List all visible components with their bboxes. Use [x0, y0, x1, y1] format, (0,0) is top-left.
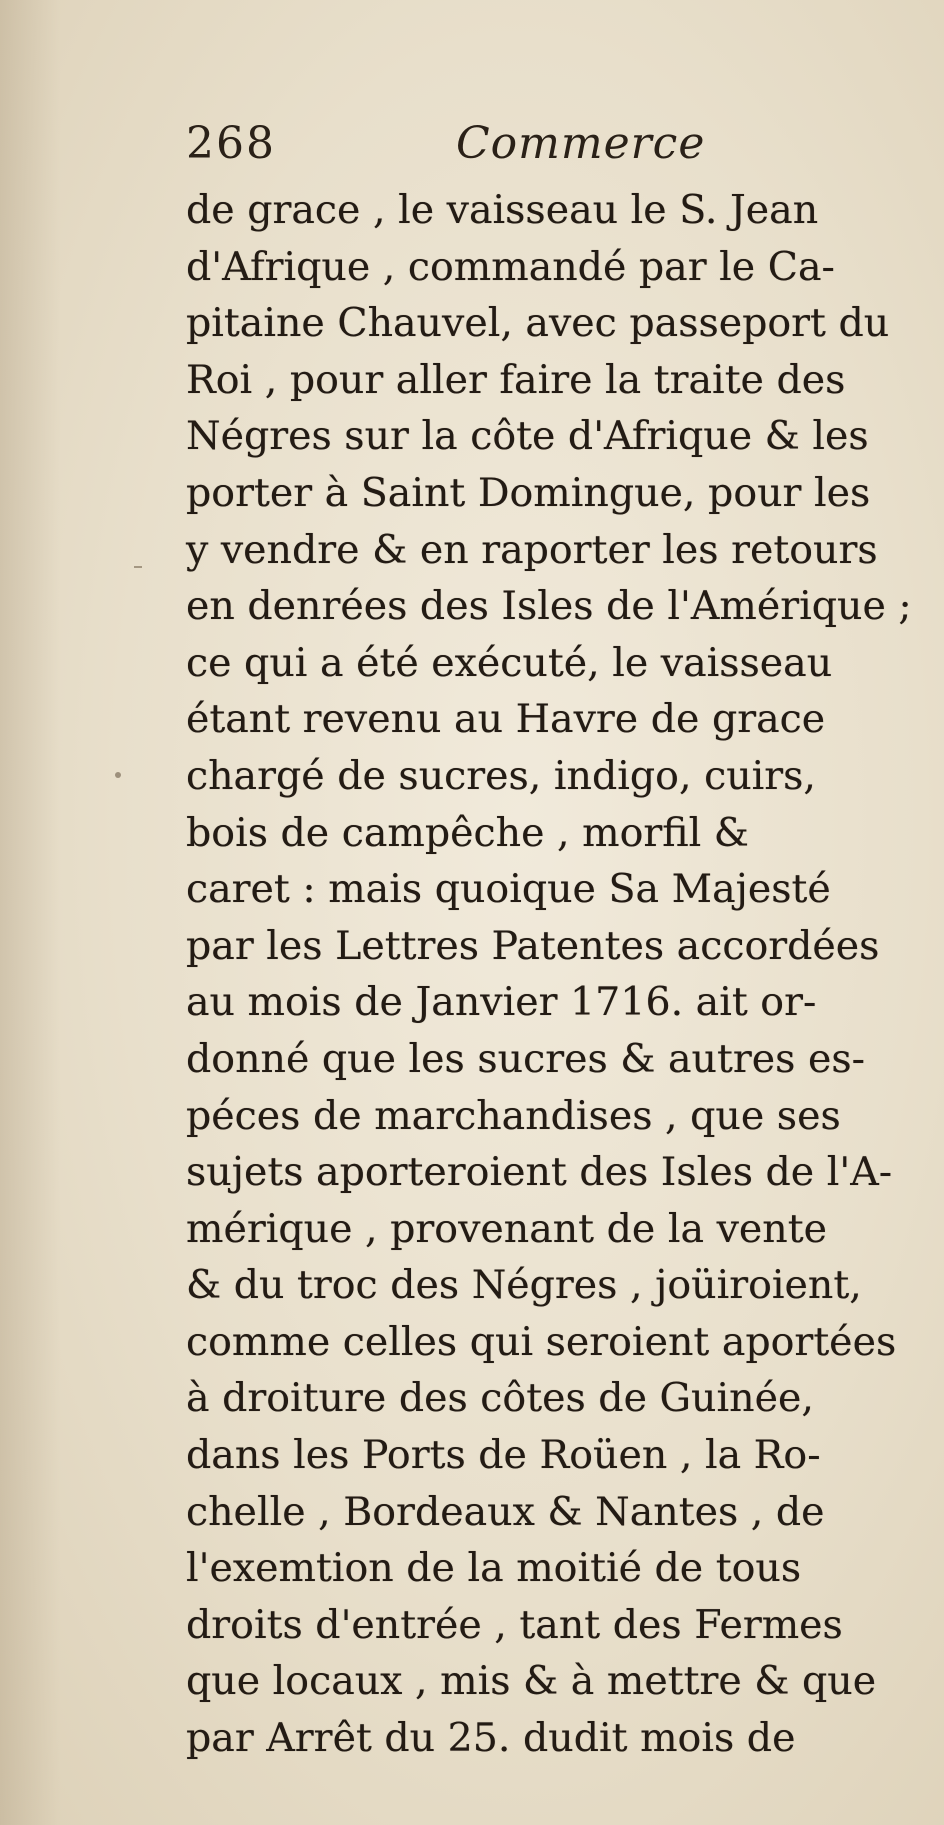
text-line: au mois de Janvier 1716. ait or-: [186, 979, 817, 1026]
text-line: y vendre & en raporter les retours: [186, 526, 878, 573]
text-line: caret : mais quoique Sa Majesté: [186, 866, 831, 913]
page-gutter-shadow: [0, 0, 60, 1825]
text-line: en denrées des Isles de l'Amérique ;: [186, 583, 912, 630]
running-head: [186, 118, 826, 178]
text-line: chargé de sucres, indigo, cuirs,: [186, 752, 816, 799]
text-line: que locaux , mis & à mettre & que: [186, 1658, 877, 1705]
text-line: étant revenu au Havre de grace: [186, 696, 826, 743]
text-line: par les Lettres Patentes accordées: [186, 922, 880, 969]
text-line: Roi , pour aller faire la traite des: [186, 356, 846, 403]
text-line: & du troc des Négres , joüiroient,: [186, 1262, 862, 1309]
text-line: bois de campêche , morfil &: [186, 809, 749, 856]
text-line: chelle , Bordeaux & Nantes , de: [186, 1488, 825, 1535]
text-line: droits d'entrée , tant des Fermes: [186, 1601, 843, 1648]
text-line: à droiture des côtes de Guinée,: [186, 1375, 814, 1422]
text-line: ce qui a été exécuté, le vaisseau: [186, 639, 833, 686]
body-text: [186, 182, 916, 1767]
text-line: Négres sur la côte d'Afrique & les: [186, 413, 869, 460]
text-line: par Arrêt du 25. dudit mois de: [186, 1715, 796, 1762]
text-line: mérique , provenant de la vente: [186, 1205, 827, 1252]
text-line: sujets aporteroient des Isles de l'A-: [186, 1149, 893, 1196]
running-title: Commerce: [456, 118, 706, 169]
page-number: 268: [186, 118, 276, 169]
text-line: porter à Saint Domingue, pour les: [186, 469, 871, 516]
text-line: donné que les sucres & autres es-: [186, 1035, 865, 1082]
text-line: d'Afrique , commandé par le Ca-: [186, 243, 835, 290]
text-line: péces de marchandises , que ses: [186, 1092, 841, 1139]
text-line: pitaine Chauvel, avec passeport du: [186, 300, 890, 347]
text-line: de grace , le vaisseau le S. Jean: [186, 187, 819, 233]
margin-mark: [134, 566, 142, 568]
text-line: comme celles qui seroient aportées: [186, 1318, 897, 1365]
text-line: l'exemtion de la moitié de tous: [186, 1545, 802, 1592]
text-line: dans les Ports de Roüen , la Ro-: [186, 1432, 821, 1479]
margin-mark: [115, 772, 121, 778]
